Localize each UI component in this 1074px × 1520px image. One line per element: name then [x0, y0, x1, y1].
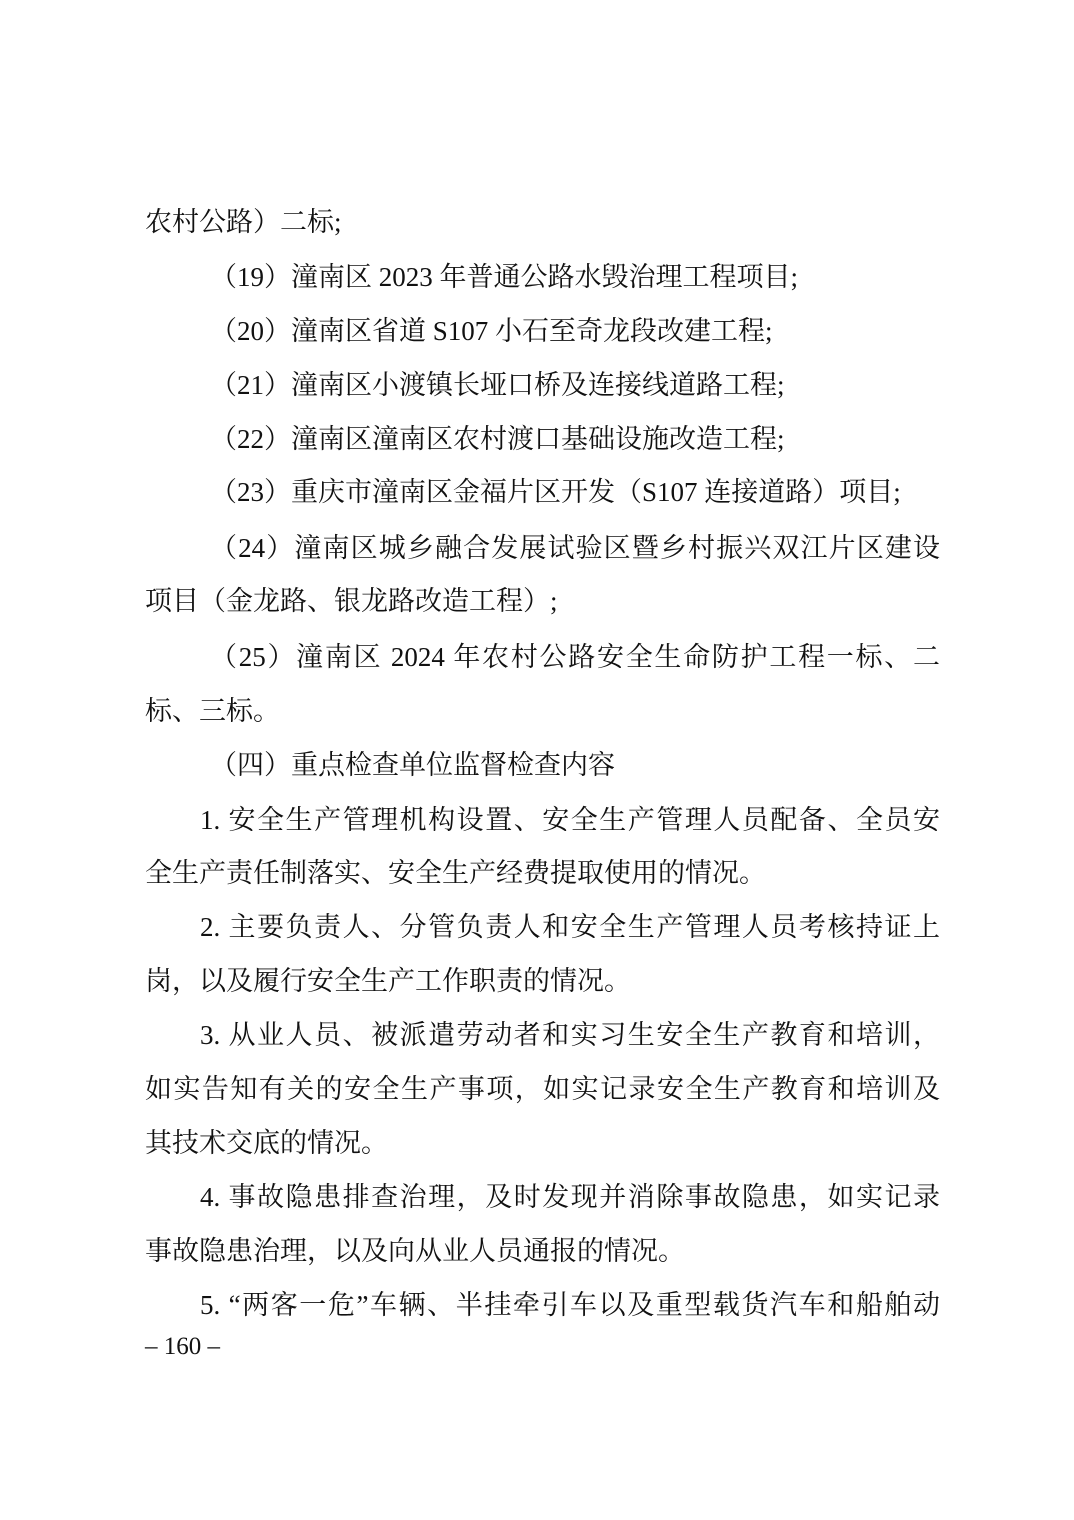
list-item: 4. 事故隐患排查治理，及时发现并消除事故隐患，如实记录 — [200, 1182, 940, 1212]
list-item: （22）潼南区潼南区农村渡口基础设施改造工程; — [210, 424, 785, 454]
text-line: 农村公路）二标; — [145, 207, 342, 237]
list-item: （20）潼南区省道 S107 小石至奇龙段改建工程; — [210, 316, 773, 346]
list-item: 3. 从业人员、被派遣劳动者和实习生安全生产教育和培训， — [200, 1020, 940, 1050]
text-line: 岗，以及履行安全生产工作职责的情况。 — [145, 966, 631, 996]
text-line: 如实告知有关的安全生产事项，如实记录安全生产教育和培训及 — [145, 1074, 940, 1104]
section-heading: （四）重点检查单位监督检查内容 — [210, 750, 615, 780]
list-item: （19）潼南区 2023 年普通公路水毁治理工程项目; — [210, 262, 799, 292]
page-number: – 160 – — [145, 1333, 220, 1360]
text-line: 项目（金龙路、银龙路改造工程）; — [145, 586, 558, 616]
list-item: （23）重庆市潼南区金福片区开发（S107 连接道路）项目; — [210, 477, 901, 507]
list-item: 2. 主要负责人、分管负责人和安全生产管理人员考核持证上 — [200, 912, 940, 942]
text-line: 其技术交底的情况。 — [145, 1128, 388, 1158]
list-item: （25）潼南区 2024 年农村公路安全生命防护工程一标、二 — [210, 642, 940, 672]
text-line: 事故隐患治理，以及向从业人员通报的情况。 — [145, 1236, 685, 1266]
text-line: 标、三标。 — [145, 696, 280, 726]
list-item: 5. “两客一危”车辆、半挂牵引车以及重型载货汽车和船舶动 — [200, 1290, 940, 1320]
list-item: 1. 安全生产管理机构设置、安全生产管理人员配备、全员安 — [200, 805, 940, 835]
text-line: 全生产责任制落实、安全生产经费提取使用的情况。 — [145, 858, 766, 888]
list-item: （21）潼南区小渡镇长垭口桥及连接线道路工程; — [210, 370, 785, 400]
list-item: （24）潼南区城乡融合发展试验区暨乡村振兴双江片区建设 — [210, 533, 940, 563]
